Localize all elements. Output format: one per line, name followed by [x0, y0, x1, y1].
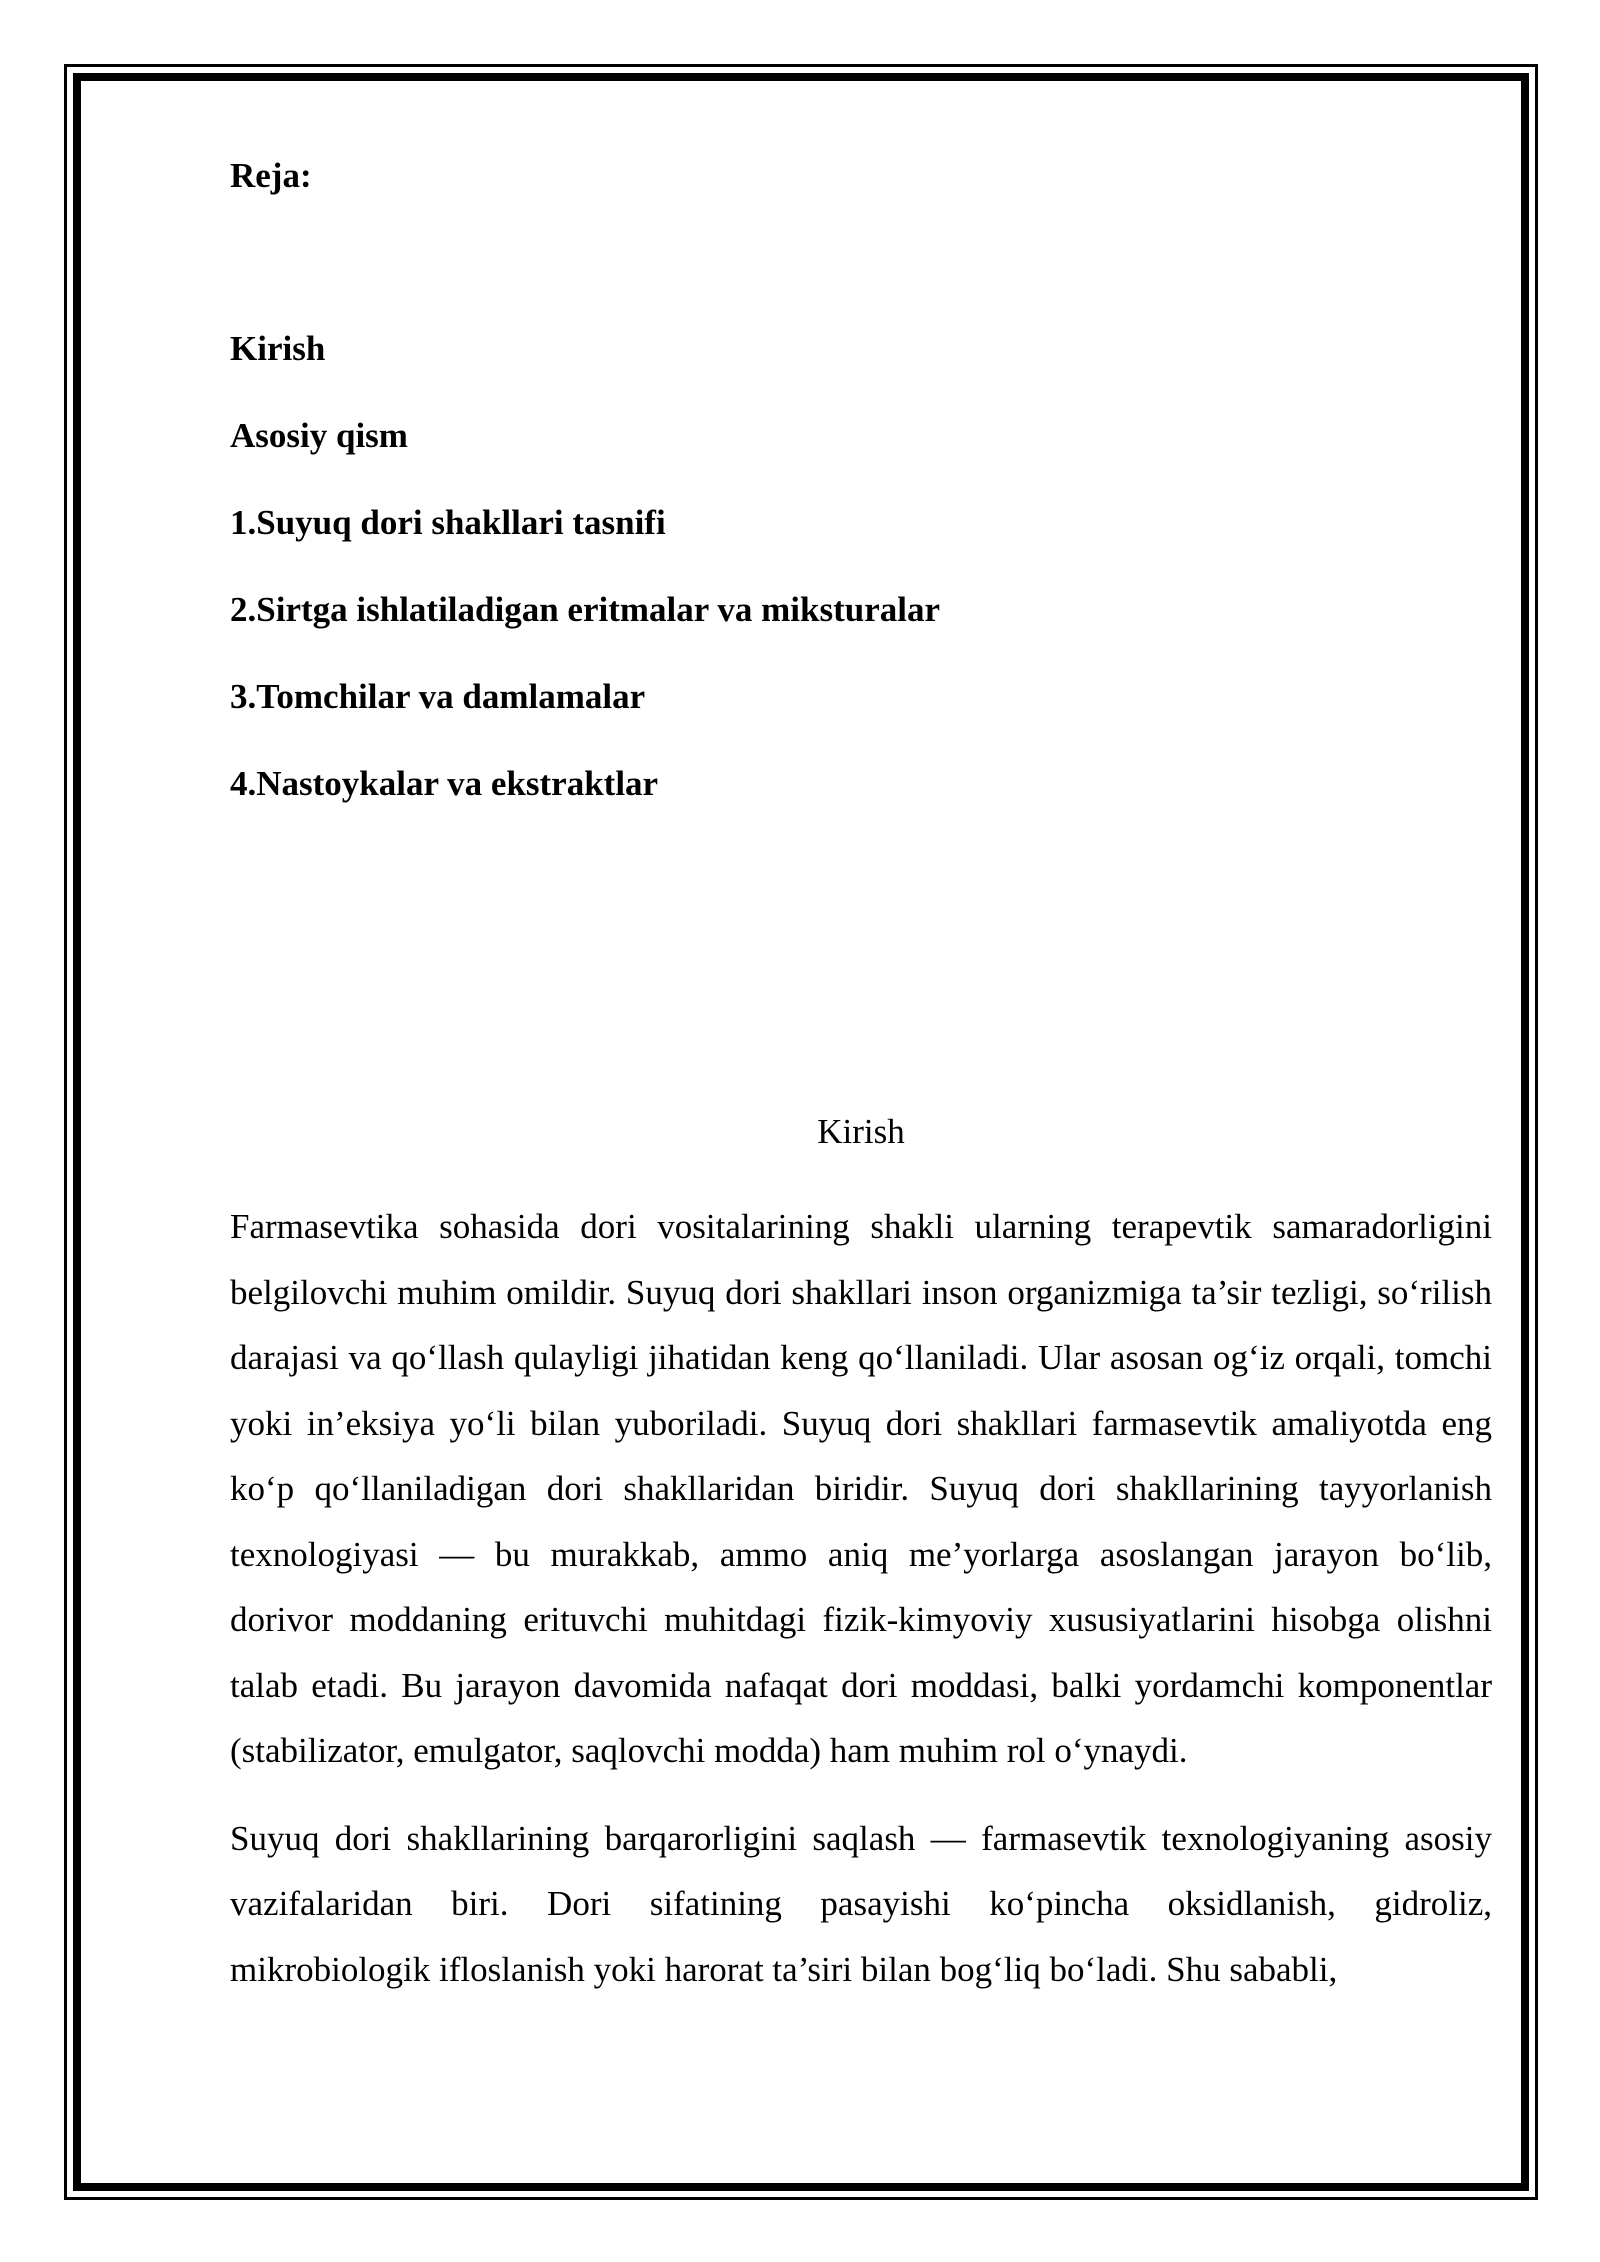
plan-item-4: 4.Nastoykalar va ekstraktlar [230, 764, 659, 803]
plan-item-2: 2.Sirtga ishlatiladigan eritmalar va miksturalar [230, 590, 941, 629]
plan-item-1: 1.Suyuq dori shakllari tasnifi [230, 503, 666, 542]
plan-list [230, 325, 940, 847]
paragraph-1: Farmasevtika sohasida dori vositalarining shakli ularning terapevtik samaradorligini belgilovchi muhim omildir. Suyuq dori shakllari inson organizmiga ta’sir tezligi, so‘rilish darajasi va qo‘llash qulayligi jihatidan keng qo‘llaniladi. Ular asosan og‘iz orqali, tomchi yoki in’eksiya yo‘li bilan yuboriladi. Suyuq dori shakllari farmasevtik amaliyotda eng ko‘p qo‘llaniladigan dori shakllaridan biridir. Suyuq dori shakllarining tayyorlanish texnologiyasi — bu murakkab, ammo aniq me’yorlarga asoslangan jarayon bo‘lib, dorivor moddaning erituvchi muhitdagi fizik-kimyoviy xususiyatlarini hisobga olishni talab etadi. Bu jarayon davomida nafaqat dori moddasi, balki yordamchi komponentlar (stabilizator, emulgator, saqlovchi modda) ham muhim rol o‘ynaydi. [230, 1207, 1492, 1770]
section-body [230, 1194, 1492, 2024]
paragraph-2: Suyuq dori shakllarining barqarorligini saqlash — farmasevtik texnologiyaning asosiy vazifalaridan biri. Dori sifatining pasayishi ko‘pincha oksidlanish, gidroliz, mikrobiologik ifloslanish yoki harorat ta’siri bilan bog‘liq bo‘ladi. Shu sababli, [230, 1818, 1492, 1989]
plan-item-main-part: Asosiy qism [230, 416, 408, 455]
plan-item-introduction: Kirish [230, 329, 326, 368]
section-title: Kirish [817, 1112, 905, 1151]
plan-item-3: 3.Tomchilar va damlamalar [230, 677, 646, 716]
plan-title: Reja: [230, 156, 312, 195]
